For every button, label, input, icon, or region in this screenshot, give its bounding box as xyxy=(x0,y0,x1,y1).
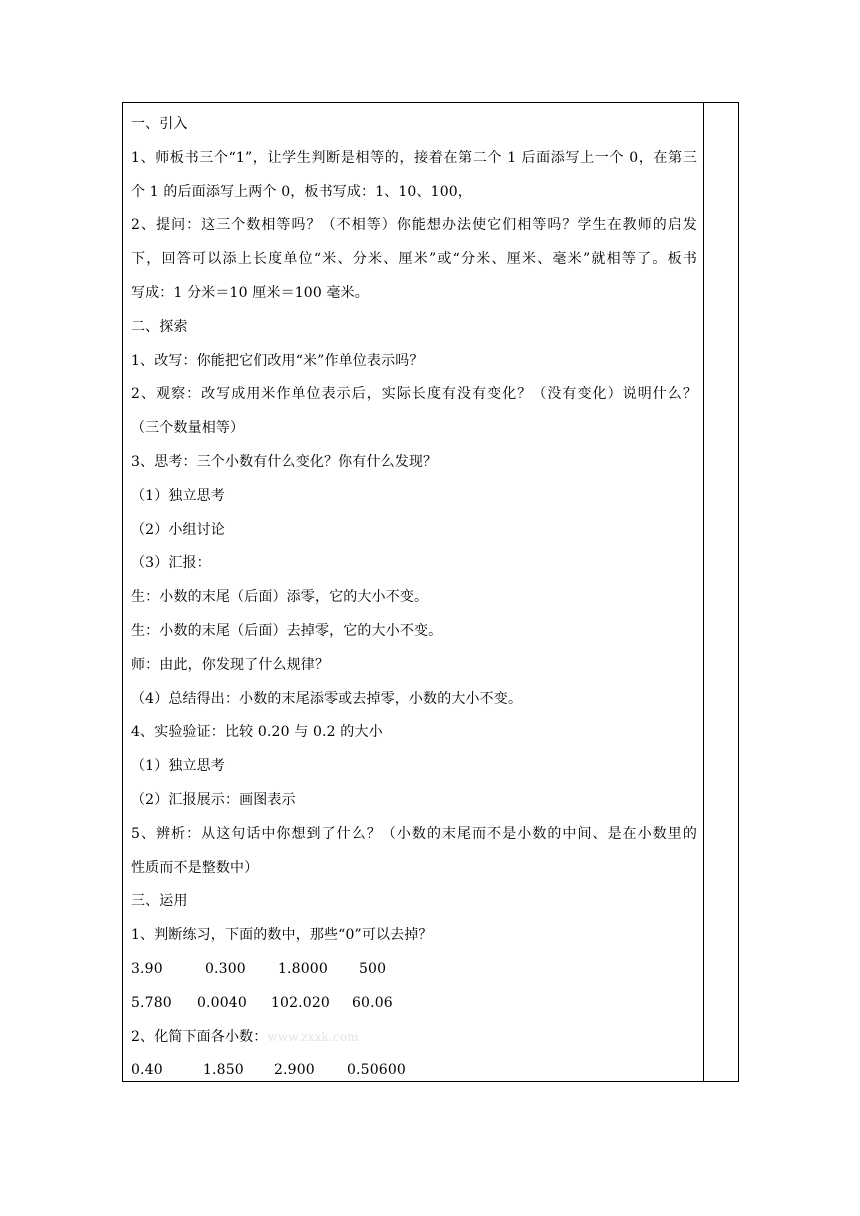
number-row-2 xyxy=(131,987,697,1021)
paragraph-line: （4）总结得出：小数的末尾添零或去掉零，小数的大小不变。 xyxy=(131,690,523,707)
section-heading-apply: 三、运用 xyxy=(131,893,188,910)
paragraph-line: （2）小组讨论 xyxy=(131,521,225,538)
number-row-1 xyxy=(131,953,697,987)
section-heading-intro: 一、引入 xyxy=(131,116,188,132)
number-value: 0.300 xyxy=(205,960,246,977)
paragraph-line: （1）独立思考 xyxy=(131,758,225,775)
number-value: 5.780 xyxy=(131,994,172,1011)
number-value: 2.900 xyxy=(274,1062,315,1079)
paragraph-line: 4、实验验证：比较 0.20 与 0.2 的大小 xyxy=(131,724,383,741)
paragraph-line: （3）汇报： xyxy=(131,555,211,572)
paragraph-line: 生：小数的末尾（后面）去掉零，它的大小不变。 xyxy=(131,622,443,639)
paragraph-line: 性质而不是整数中） xyxy=(131,859,259,876)
number-value: 3.90 xyxy=(131,960,163,977)
paragraph-line: 1、改写：你能把它们改用“米”作单位表示吗？ xyxy=(131,352,424,369)
number-value: 500 xyxy=(359,960,387,977)
number-value: 0.0040 xyxy=(197,994,247,1011)
number-value: 0.50600 xyxy=(347,1062,406,1079)
number-value: 1.850 xyxy=(203,1062,244,1079)
paragraph-line: 写成：1 分米＝10 厘米＝100 毫米。 xyxy=(131,284,369,301)
number-value: 1.8000 xyxy=(278,960,328,977)
section-heading-explore: 二、探索 xyxy=(131,318,188,335)
paragraph-line: 生：小数的末尾（后面）添零，它的大小不变。 xyxy=(131,589,429,606)
paragraph-line: 5、辨析：从这句话中你想到了什么？（小数的末尾而不是小数的中间、是在小数里的 xyxy=(131,825,697,842)
number-value: 60.06 xyxy=(352,994,393,1011)
paragraph-line: 师：由此，你发现了什么规律？ xyxy=(131,656,330,673)
lesson-content xyxy=(131,108,697,1088)
paragraph-line xyxy=(131,1021,697,1055)
number-value: 0.40 xyxy=(131,1062,163,1079)
paragraph-line: （1）独立思考 xyxy=(131,487,225,504)
paragraph-line: （三个数量相等） xyxy=(131,420,245,437)
watermark-text: www.zxxk.com xyxy=(267,1029,359,1044)
number-row-3 xyxy=(131,1054,697,1088)
simplify-label: 2、化简下面各小数： xyxy=(131,1028,268,1045)
lesson-table xyxy=(122,102,739,1082)
number-value: 102.020 xyxy=(271,994,330,1011)
column-divider xyxy=(703,103,704,1081)
paragraph-line: 2、提问：这三个数相等吗？（不相等）你能想办法使它们相等吗？学生在教师的启发 xyxy=(131,217,697,234)
paragraph-line: 1、判断练习，下面的数中，那些“0”可以去掉？ xyxy=(131,927,433,944)
paragraph-line: 下，回答可以添上长度单位“米、分米、厘米”或“分米、厘米、毫米”就相等了。板书 xyxy=(131,251,697,268)
paragraph-line: 2、观察：改写成用米作单位表示后，实际长度有没有变化？（没有变化）说明什么？ xyxy=(131,386,697,403)
paragraph-line: 个 1 的后面添写上两个 0，板书写成：1、10、100， xyxy=(131,183,472,200)
paragraph-line: （2）汇报展示：画图表示 xyxy=(131,791,296,808)
paragraph-line: 1、师板书三个“1”，让学生判断是相等的，接着在第二个 1 后面添写上一个 0，在第三 xyxy=(131,149,697,166)
paragraph-line: 3、思考：三个小数有什么变化？你有什么发现？ xyxy=(131,453,438,470)
